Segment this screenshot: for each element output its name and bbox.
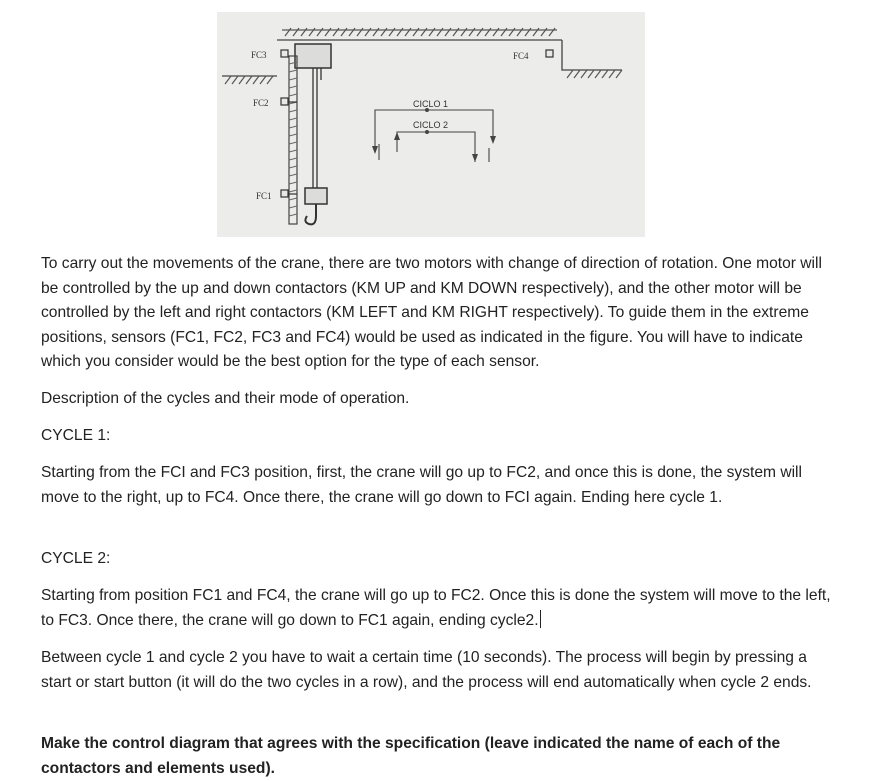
cycle2-paragraph[interactable] xyxy=(41,584,831,633)
cycle2-text: Starting from position FC1 and FC4, the crane will go up to FC2. Once this is done the system will move to the left, to FC3. Once there, the crane will go down to FC1 again, ending cycle2. xyxy=(41,587,831,629)
crane-diagram xyxy=(217,12,645,237)
trolley xyxy=(295,44,331,68)
fc3-label: FC3 xyxy=(251,50,267,60)
cycle2-heading: CYCLE 2: xyxy=(41,550,111,567)
fc4-label: FC4 xyxy=(513,51,529,61)
cycle1-heading: CYCLE 1: xyxy=(41,427,111,444)
ciclo2-label: CICLO 2 xyxy=(413,120,449,130)
fc4-sensor xyxy=(546,50,553,57)
right-wall xyxy=(562,40,622,70)
right-floor-hatching xyxy=(567,70,622,78)
fc3-sensor xyxy=(281,50,288,57)
fc1-label: FC1 xyxy=(256,191,272,201)
cycle-arrows xyxy=(372,132,496,162)
text-caret xyxy=(540,610,541,628)
paragraph-intro: To carry out the movements of the crane, there are two motors with change of direction of rotation. One motor will be controlled by the up and down contactors (KM UP and KM DOWN respectively), and the other motor will be controlled by the left and right contactors (KM LEFT and KM RIGHT respectively). To guide them in the extreme positions, sensors (FC1, FC2, FC3 and FC4) would be used as indicated in the figure. You will have to indicate which you consider would be the best option for the type of each sensor. xyxy=(41,255,822,370)
paragraph-wait: Between cycle 1 and cycle 2 you have to wait a certain time (10 seconds). The process will begin by pressing a start or start button (it will do the two cycles in a row), and the process will end automatically when cycle 2 ends. xyxy=(41,649,812,691)
fc2-label: FC2 xyxy=(253,98,269,108)
fc2-sensor xyxy=(281,98,288,105)
ceiling-hatching xyxy=(282,28,557,36)
guide-ticks xyxy=(289,62,297,216)
cycle1-text: Starting from the FCI and FC3 position, first, the crane will go up to FC2, and once this is done, the system will move to the right, up to FC4. Once there, the crane will go down to FCI again. Ending here cycle 1. xyxy=(41,464,802,506)
left-floor-hatching xyxy=(225,76,273,84)
crane-figure xyxy=(217,12,645,237)
hook-block xyxy=(305,188,327,204)
fc1-sensor xyxy=(281,190,288,197)
ciclo1-label: CICLO 1 xyxy=(413,99,449,109)
hook xyxy=(305,204,316,224)
paragraph-task: Make the control diagram that agrees with the specification (leave indicated the name of each of the contactors and elements used). xyxy=(41,735,781,777)
ciclo2-path xyxy=(397,132,475,162)
paragraph-description: Description of the cycles and their mode of operation. xyxy=(41,390,410,407)
